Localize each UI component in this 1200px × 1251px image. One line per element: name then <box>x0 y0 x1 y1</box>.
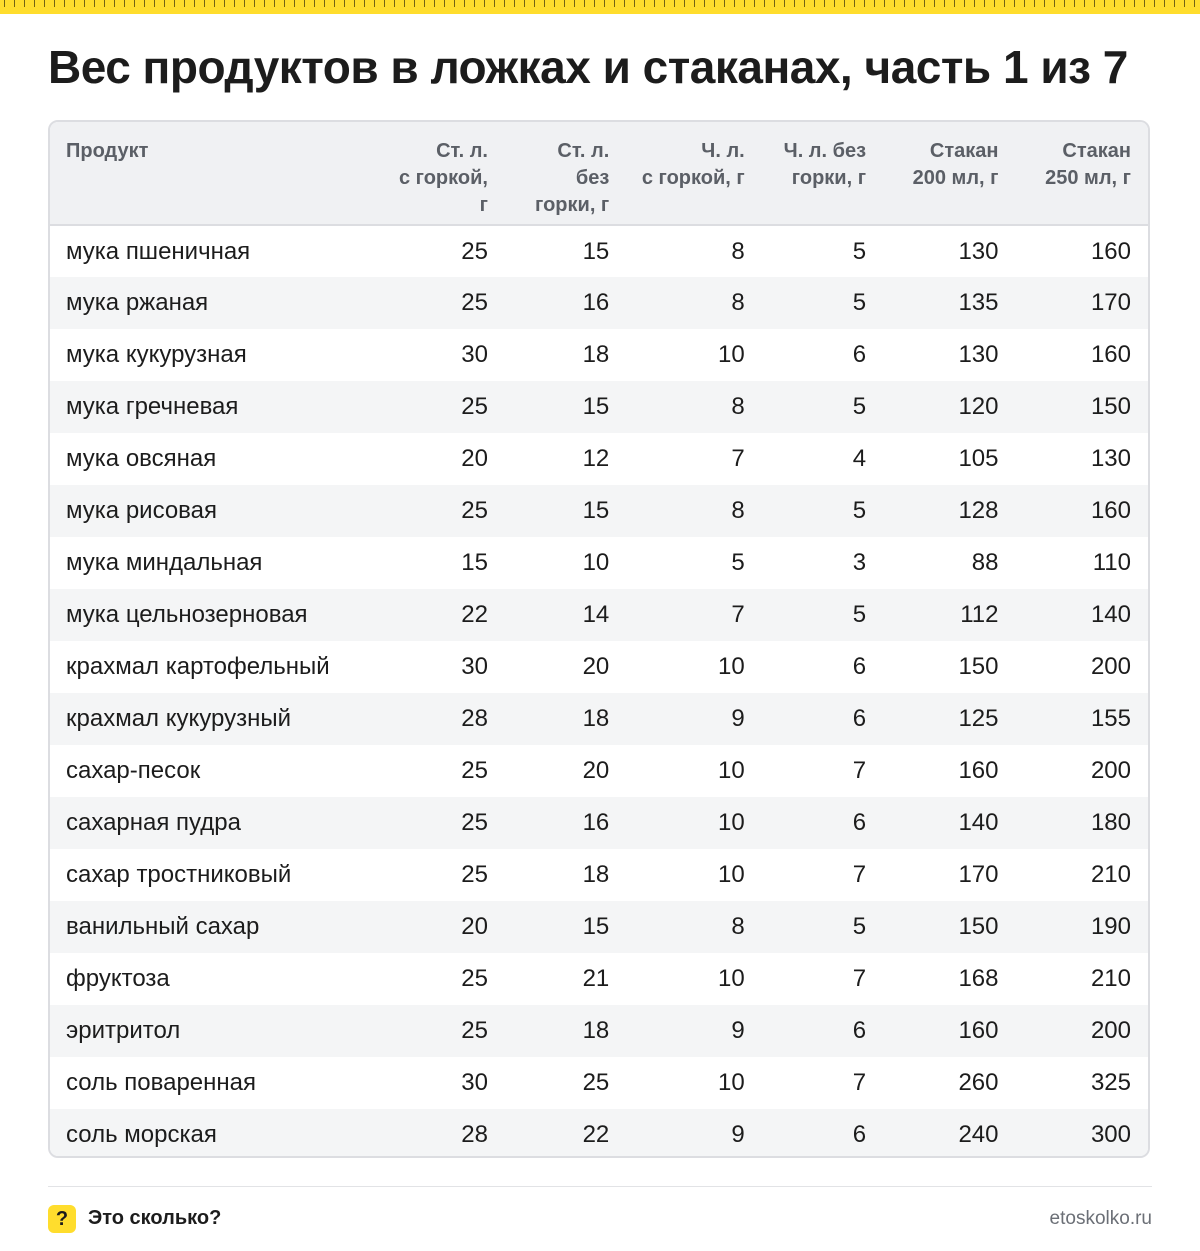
table-row <box>50 849 1148 901</box>
value-cell-tsp-heaped: 8 <box>731 393 745 420</box>
value-cell-glass-200: 160 <box>958 757 999 784</box>
value-cell-glass-250: 200 <box>1090 653 1131 680</box>
value-cell-tsp-level: 6 <box>852 809 867 836</box>
value-cell-tsp-heaped: 10 <box>718 965 745 992</box>
value-cell-tbsp-heaped: 25 <box>461 1017 488 1044</box>
product-name-cell: крахмал картофельный <box>66 653 330 680</box>
table-row <box>50 1057 1148 1109</box>
column-header-glass-200 <box>883 122 1015 225</box>
value-cell-glass-200: 168 <box>958 965 999 992</box>
value-cell-tsp-heaped: 5 <box>731 549 745 576</box>
table-row <box>50 1005 1148 1057</box>
value-cell-tsp-level: 6 <box>852 1121 867 1148</box>
table-body <box>50 225 1148 1158</box>
value-cell-tsp-heaped: 10 <box>718 861 745 888</box>
value-cell-tsp-level: 7 <box>852 861 867 888</box>
table-row <box>50 797 1148 849</box>
footer-site-link[interactable]: etoskolko.ru <box>1049 1208 1152 1229</box>
value-cell-glass-250: 160 <box>1090 341 1131 368</box>
product-name-cell: мука пшеничная <box>66 237 251 265</box>
footer-brand: Это сколько? <box>88 1207 222 1229</box>
value-cell-tbsp-level: 18 <box>582 341 610 368</box>
value-cell-tsp-level: 3 <box>852 549 867 576</box>
value-cell-tsp-level: 5 <box>852 289 867 316</box>
value-cell-glass-250: 325 <box>1090 1069 1131 1096</box>
value-cell-glass-250: 210 <box>1090 861 1131 888</box>
table-row <box>50 589 1148 641</box>
value-cell-glass-200: 140 <box>958 809 999 836</box>
value-cell-tsp-level: 6 <box>852 705 867 732</box>
value-cell-tbsp-level: 16 <box>582 289 610 316</box>
value-cell-tsp-level: 6 <box>852 1017 867 1044</box>
value-cell-tbsp-heaped: 28 <box>461 705 488 732</box>
value-cell-tbsp-heaped: 30 <box>461 653 488 680</box>
column-header-line: Продукт <box>66 140 149 162</box>
value-cell-glass-250: 160 <box>1090 237 1131 265</box>
table-row <box>50 641 1148 693</box>
value-cell-tbsp-heaped: 25 <box>461 289 488 316</box>
table-row <box>50 1109 1148 1158</box>
column-header-glass-250 <box>1015 122 1148 225</box>
value-cell-tbsp-heaped: 25 <box>461 237 488 265</box>
value-cell-tsp-level: 7 <box>852 965 867 992</box>
value-cell-tsp-heaped: 10 <box>718 757 745 784</box>
column-header-line: горки, г <box>791 167 867 189</box>
value-cell-glass-200: 135 <box>958 289 999 316</box>
page-title: Вес продуктов в ложках и стаканах, часть 1 из 7 <box>48 41 1128 93</box>
column-header-line: горки, г <box>535 194 610 216</box>
value-cell-tsp-level: 5 <box>852 237 867 265</box>
weights-table-card <box>48 120 1150 1158</box>
product-name-cell: мука миндальная <box>66 549 263 576</box>
value-cell-tbsp-heaped: 30 <box>461 341 488 368</box>
value-cell-glass-250: 150 <box>1090 393 1131 420</box>
value-cell-tsp-level: 5 <box>852 601 867 628</box>
value-cell-tsp-level: 5 <box>852 497 867 524</box>
ruler-strip <box>0 0 1200 14</box>
product-name-cell: сахарная пудра <box>66 809 241 836</box>
column-header-line: Ч. л. <box>701 140 745 162</box>
value-cell-tsp-heaped: 7 <box>731 601 745 628</box>
value-cell-glass-200: 130 <box>958 237 999 265</box>
product-name-cell: мука цельнозерновая <box>66 601 308 628</box>
product-name-cell: крахмал кукурузный <box>66 705 291 732</box>
value-cell-tsp-level: 5 <box>852 913 867 940</box>
value-cell-glass-200: 125 <box>958 705 999 732</box>
value-cell-tbsp-heaped: 20 <box>461 913 488 940</box>
value-cell-glass-200: 112 <box>960 601 999 628</box>
value-cell-glass-200: 105 <box>958 445 999 472</box>
value-cell-tsp-heaped: 9 <box>731 705 745 732</box>
value-cell-tsp-heaped: 9 <box>731 1017 745 1044</box>
value-cell-tsp-heaped: 9 <box>731 1121 745 1148</box>
value-cell-tsp-level: 6 <box>852 341 867 368</box>
product-name-cell: ванильный сахар <box>66 913 260 940</box>
table-row <box>50 901 1148 953</box>
column-header-line: с горкой, г <box>398 167 488 216</box>
value-cell-tsp-heaped: 8 <box>731 237 745 265</box>
product-name-cell: мука гречневая <box>66 393 239 420</box>
value-cell-tbsp-heaped: 25 <box>461 757 488 784</box>
weights-table <box>50 122 1148 1158</box>
footer-divider <box>48 1186 1152 1187</box>
value-cell-glass-250: 140 <box>1090 601 1131 628</box>
value-cell-tbsp-heaped: 25 <box>461 497 488 524</box>
table-row <box>50 277 1148 329</box>
value-cell-tbsp-level: 15 <box>582 913 610 940</box>
value-cell-tbsp-heaped: 28 <box>461 1121 488 1148</box>
value-cell-tbsp-level: 14 <box>582 601 610 628</box>
value-cell-glass-250: 200 <box>1090 1017 1131 1044</box>
table-row <box>50 225 1148 277</box>
column-header-tbsp-heaped <box>398 122 505 225</box>
value-cell-tbsp-heaped: 30 <box>461 1069 488 1096</box>
value-cell-tbsp-level: 15 <box>582 237 610 265</box>
value-cell-tsp-heaped: 8 <box>731 289 745 316</box>
product-name-cell: фруктоза <box>66 965 170 992</box>
column-header-line: Стакан <box>1062 140 1131 162</box>
value-cell-tbsp-heaped: 15 <box>461 549 488 576</box>
value-cell-tsp-heaped: 10 <box>718 653 745 680</box>
value-cell-tsp-heaped: 10 <box>718 809 745 836</box>
value-cell-glass-250: 160 <box>1090 497 1131 524</box>
value-cell-tsp-level: 7 <box>852 757 867 784</box>
product-name-cell: эритритол <box>66 1017 181 1044</box>
value-cell-glass-250: 190 <box>1090 913 1131 940</box>
column-header-line: без <box>575 167 610 189</box>
value-cell-glass-200: 128 <box>958 497 999 524</box>
value-cell-tsp-heaped: 7 <box>731 445 745 472</box>
product-name-cell: сахар тростниковый <box>66 861 292 888</box>
value-cell-tsp-heaped: 10 <box>718 341 745 368</box>
value-cell-tsp-level: 7 <box>852 1069 867 1096</box>
table-row <box>50 329 1148 381</box>
value-cell-glass-200: 240 <box>958 1121 999 1148</box>
value-cell-glass-200: 130 <box>958 341 999 368</box>
value-cell-glass-200: 160 <box>958 1017 999 1044</box>
value-cell-glass-200: 150 <box>958 913 999 940</box>
value-cell-tbsp-level: 10 <box>582 549 610 576</box>
value-cell-tbsp-level: 18 <box>582 705 610 732</box>
value-cell-tbsp-heaped: 25 <box>461 809 488 836</box>
column-header-tbsp-level <box>505 122 626 225</box>
value-cell-tbsp-level: 21 <box>582 965 610 992</box>
product-name-cell: соль морская <box>66 1121 217 1148</box>
table-row <box>50 693 1148 745</box>
value-cell-glass-250: 170 <box>1090 289 1131 316</box>
value-cell-tsp-level: 4 <box>852 445 867 472</box>
value-cell-tsp-level: 6 <box>852 653 867 680</box>
table-header-row <box>50 122 1148 225</box>
product-name-cell: мука рисовая <box>66 497 218 524</box>
column-header-line: Ст. л. <box>557 140 610 162</box>
column-header-product <box>50 122 398 225</box>
product-name-cell: сахар-песок <box>66 757 201 784</box>
column-header-line: Ч. л. без <box>783 140 867 162</box>
value-cell-glass-250: 130 <box>1090 445 1131 472</box>
table-row <box>50 381 1148 433</box>
value-cell-tbsp-level: 20 <box>582 757 610 784</box>
value-cell-tbsp-heaped: 25 <box>461 861 488 888</box>
value-cell-glass-200: 170 <box>958 861 999 888</box>
value-cell-glass-250: 180 <box>1090 809 1131 836</box>
value-cell-tbsp-level: 20 <box>582 653 610 680</box>
value-cell-tbsp-level: 25 <box>582 1069 610 1096</box>
product-name-cell: мука кукурузная <box>66 341 247 368</box>
table-row <box>50 433 1148 485</box>
table-row <box>50 485 1148 537</box>
value-cell-glass-250: 200 <box>1090 757 1131 784</box>
column-header-line: 250 мл, г <box>1045 167 1131 189</box>
value-cell-tsp-heaped: 8 <box>731 913 745 940</box>
value-cell-glass-200: 260 <box>958 1069 999 1096</box>
question-mark-icon: ? <box>48 1205 76 1233</box>
product-name-cell: соль поваренная <box>66 1069 256 1096</box>
table-row <box>50 745 1148 797</box>
value-cell-glass-200: 150 <box>958 653 999 680</box>
product-name-cell: мука овсяная <box>66 445 217 472</box>
column-header-line: 200 мл, г <box>912 167 999 189</box>
column-header-line: Стакан <box>929 140 999 162</box>
value-cell-tsp-heaped: 8 <box>731 497 745 524</box>
value-cell-tbsp-heaped: 25 <box>461 393 488 420</box>
value-cell-glass-250: 155 <box>1090 705 1131 732</box>
value-cell-tbsp-heaped: 20 <box>461 445 488 472</box>
column-header-line: Ст. л. <box>436 140 488 162</box>
value-cell-tsp-level: 5 <box>852 393 867 420</box>
value-cell-tsp-heaped: 10 <box>718 1069 745 1096</box>
value-cell-tbsp-level: 18 <box>582 861 610 888</box>
value-cell-tbsp-level: 18 <box>582 1017 610 1044</box>
product-name-cell: мука ржаная <box>66 289 209 316</box>
value-cell-tbsp-level: 16 <box>582 809 610 836</box>
value-cell-tbsp-level: 15 <box>582 497 610 524</box>
value-cell-tbsp-level: 12 <box>582 445 610 472</box>
column-header-tsp-heaped <box>626 122 761 225</box>
value-cell-glass-250: 110 <box>1092 549 1131 576</box>
table-row <box>50 537 1148 589</box>
value-cell-tbsp-level: 22 <box>582 1121 610 1148</box>
table-row <box>50 953 1148 1005</box>
column-header-line: с горкой, г <box>641 167 745 189</box>
value-cell-glass-250: 210 <box>1090 965 1131 992</box>
value-cell-glass-200: 120 <box>958 393 999 420</box>
value-cell-tbsp-heaped: 25 <box>461 965 488 992</box>
value-cell-glass-200: 88 <box>971 549 999 576</box>
value-cell-tbsp-level: 15 <box>582 393 610 420</box>
column-header-tsp-level <box>762 122 883 225</box>
value-cell-glass-250: 300 <box>1090 1121 1131 1148</box>
value-cell-tbsp-heaped: 22 <box>461 601 488 628</box>
